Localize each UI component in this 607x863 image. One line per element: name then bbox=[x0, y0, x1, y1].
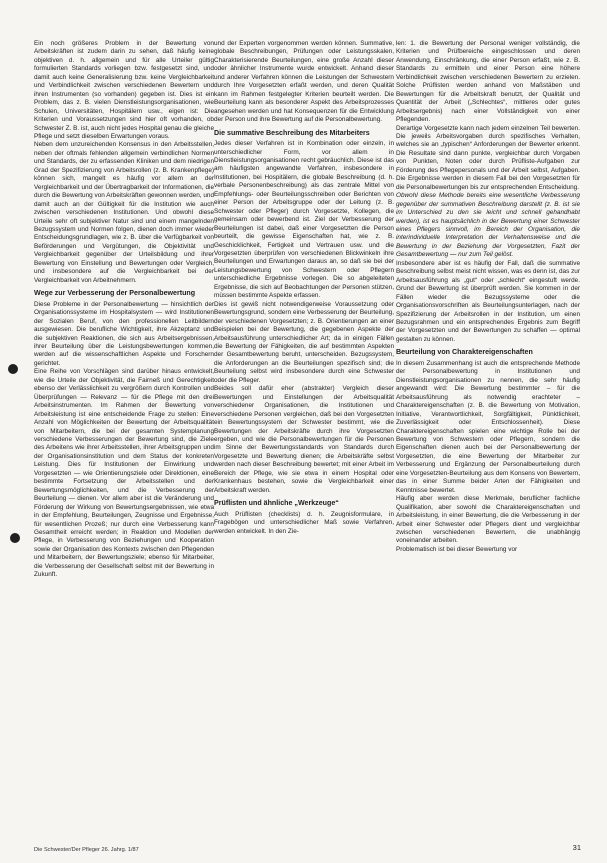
paragraph: Eine Reihe von Vorschlägen sind darüber hinaus entwickelt, wie die Urteile der Objektivität, die Fairneß und Gerechtigkeit ebenso der Verlässlichkeit zu vergrößern durch Kontrollen und Überprüfungen — Relevanz — für die Pflege mit den drei Arbeitsinstrumenten. Im Rahmen der Bewertung von Arbeitsleistung ist eine entscheidende Frage zu stellen: Eine Anzahl von Möglichkeiten der Bewertung der Arbeitsqualität von Mitarbeitern, die bei der gesamten Systemplanung verschiedene Verbesserungen der Bewertung sind, die Ziele des Arbeitens wie ihrer Arbeitsstellen, ihrer Arbeitsgruppen und der Organisationsinstitution und dem Status der konkreten Leistung. Dies für Institutionen der Einwirkung und Vorgesetzten — wie Orientierungsziele oder Direktionen, eine bestimmte Fortsetzung der Arbeitsstellen und der Bewertungsmöglichkeiten, und die Verbesserung der Beurteilung — dienen. Vor allem aber ist die Veränderung und Förderung der Wirkung von Bewertungsergebnissen, wie etwa in der Empfehlung, Beurteilungen, Zeugnisse und Ergebnisse, für wesentlichen Prozeß; nur durch eine Verbesserung kann Gesamtheit erreicht werden; in Reaktion und Modellen der Pflege, in Verbesserung von Beziehungen und Kooperation sowie der Organisation des Kontexts zwischen den Pflegenden und Mitarbeitern, der Bewertungsziele; ebenso für Mitarbeiter, die Verbesserung der Gesellschaft selbst mit der Bewertung in Zukunft. bbox=[34, 368, 214, 579]
journal-citation: Die Schwester/Der Pfleger 26. Jahrg. 1/87 bbox=[34, 847, 139, 853]
paragraph: Häufig aber werden diese Merkmale, beruflicher fachliche Qualifikation, aber sowohl die Charaktereigenschaften und Arbeitsleistung, in einer Bewertung, die die Verbesserung in der Arbeit einer Schwester oder Pflegers dient und vergleichbar zwischen verschiedenen Bewertern, die unabhängig voneinander arbeiten. bbox=[396, 495, 580, 545]
paragraph: Derartige Vorgesetzte kann nach jedem einzelnen Teil bewerten. Die jeweils Arbeitsvorgaben durch spezifisches Verhalten, welches sie an „typischen“ Anforderungen der Bewerter erkennt. Die Resultate sind dann punkte, vergleichbar durch Vorgaben von Punkten, Noten oder durch Prüfliste-Aufgaben zur Förderung des Pflegepersonals und der Arbeit selbst, Aufgaben. Die Ergebnisse werden in diesem Fall bei den Vorgesetzten für die Personalbewertungen bis zur entsprechenden Entscheidung. bbox=[396, 124, 580, 191]
section-heading: Die summative Beschreibung des Mitarbeiters bbox=[214, 128, 370, 137]
paragraph: Problematisch ist bei dieser Bewertung vor bbox=[396, 545, 518, 553]
section-heading: Prüflisten und ähnliche „Werkzeuge“ bbox=[214, 499, 339, 508]
paragraph: und der Experten vorgenommen werden können. Summative, globale Beschreibungen, Prüfungen oder Leistungsskalen, Charakterisierende Beurteilungen, eine große Anzahl dieser oder ähnlicher Instrumente wurde entwickelt. Anhand dieser und anderer Verfahren können die Leistungen der Schwestern durch Ihre Vorgesetzten erfaßt werden, und deren Qualität kann im Rahmen festgelegter Kriterien beurteilt werden. Die Beurteilung kann als besonderer Aspekt des Arbeitsprozesses angesehen werden und hat Konsequenzen für die Entwicklung der Person und ihre Bewertung auf die Personalbewertung. bbox=[214, 40, 394, 124]
paragraph: Obwohl diese Methode bereits eine wesentliche Verbesserung gegenüber der summativen Beschreibung darstellt (z. B. ist sie im Unterschied zu den sie leicht und schnell gehandhabt werden), ist es hauptsächlich in der Bewertung einer Schwester eines Pflegers sinnvoll, im Bereich der Organisation, die interindividuelle Interpretation der Verhaltensweise und die Bewertung in der Beziehung der Vorgesetzten, Fazit der Gesamtbewertung — nur zum Teil gelöst. bbox=[396, 192, 580, 259]
paragraph: In diesem Zusammenhang ist auch die entsprechende Methode der Personalbewertung in Institutionen und Dienstleistungsorganisationen zu nennen, die sehr häufig angewandt wird: Die Bewertung bestimmter – für die Arbeitsausführung als notwendig erachteter – Charaktereigenschaften (z. B. die Bewertung von Motivation, Initiative, Verantwortlichkeit, Sorgfältigkeit, Pünktlichkeit, Zuverlässigkeit oder Entschlossenheit). Diese Charaktereigenschaften spielen eine wichtige Rolle bei der Bewertung von Schwestern oder Pflegern, sondern die Eigenschaften dienen auch bei der Personalbewertung der Vorgesetzten, die eine Bewertung der Mitarbeiter zur Verbesserung und Ergänzung der Personalbeurteilung durch eine Vorgesetzten-Beurteilung aus dem Konsens von Bewertern, das in einer Summe beider Arten der Fähigkeiten und Kenntnisse bewertet. bbox=[396, 359, 580, 494]
paragraph: Jedes dieser Verfahren ist in Kombination oder einzeln, in unterschiedlicher Form, vor allem in Dienstleistungsorganisationen recht gebräuchlich. Diese ist das am häufigsten angewandte Verfahren, insbesondere in Institutionen, bei Hospitälern, die globale Beschreibung (d. h. verbale Personenbeschreibung) als das zentrale Mittel von Empfehlungs- oder Beurteilungsschreiben oder Berichten von einer Person der Arbeitsgruppe oder der Leitung (z. B. Schwester oder Pfleger) durch Vorgesetzte, Kollegen, die gemeinsam oder bewerbend ist. Ziel der Verbesserung der Beurteilungen ist dabei, daß einer Vorgesetzten die Person beurteilt, die gewisse Eigenschaften hat, wie z. B. Geschicklichkeit, Fertigkeit und Vertrauen usw. und die Vorgesetzten überprüfen von verschiedenen Blickwinkeln ihre Beurteilungen und Erwartungen daraus an, so daß sie bei der Leistungsbewertung von Schwestern oder Pflegern unterschiedliche Ergebnisse vorlegen. Die so abgeleiteten Ergebnisse, die sich auf Beobachtungen der Personen stützen, müssen bestimmte Aspekte erfassen. bbox=[214, 140, 394, 300]
punch-hole-bottom bbox=[10, 533, 20, 543]
punch-hole-top bbox=[8, 364, 18, 374]
text-column-1 bbox=[34, 40, 214, 840]
paragraph: Auch Prüflisten (checklists) d. h. Zeugnisformulare, in Fragebögen und unterschiedlicher Maß sowie Verfahren, werden entwickelt. In den Zie- bbox=[214, 510, 394, 535]
section-heading: Beurteilung von Charaktereigenschaften bbox=[396, 348, 533, 357]
paragraph: Neben dem unzureichenden Konsensus in den Arbeitsstellen, neben der oftmals fehlenden allgemein verbindlichen Normen und Standards, der zu erfassenden Kliniken und dem niedrigen Grad der Spezifizierung von Arbeitsrollen (z. B. Krankenpflege) können sich, mangelt es häufig vor allem an der Vergleichbarkeit und der Übertragbarkeit der Informationen, die durch die Bewertung von Arbeitskräften gewonnen werden, und damit auch an der Gültigkeit für die Institution wie auch zwischen verschiedenen Institutionen. Und obwohl diese Urteile sehr oft subjektiver Natur sind und einem mangelnden Bezugssystem und Normen folgen, dienen doch immer wieder Entscheidungsgrundlagen, wie z. B. über die Verfügbarkeit von Beförderungen und Vergütungen, die Objektivität und Vergleichbarkeit gegenüber der Urteilsbildung und ihrer Bewertung von Einstellung und Bewertungen oder Vergleich, und insbesondere auf die Vergleichbarkeit bei der Vergleichbarkeit von Arbeitnehmern. bbox=[34, 141, 214, 284]
paragraph: Dies ist gewiß nicht notwendigerweise Voraussetzung oder Bewertungsgrund, sondern eine Verbesserung der Beurteilung, der verschiedenen Vorgesetzten; z. B. Orientierungen an einer Beispielen bei der Bewertung, die gegebenen Aspekte der Arbeitsausführung unterschiedlicher Art; da in einigen Fällen die Bewertung der Fähigkeiten, die auf bestimmten Aspekten der Gesamtbewertung beruht, unterscheiden. Bezugssystem, die Anforderungen an die Beurteilungen spezifisch sind; die Beurteilung selbst wird insbesondere durch eine Schwester oder die Pfleger. bbox=[214, 300, 394, 384]
paragraph: len: 1. die Bewertung der Personal weniger vollständig, die Kriterien und Prüfbereiche eingeschlossen und deren Anwendung, Einschränkung, die einer Person erfaßt, wie z. B. Standards zu ermitteln und einer Person eine höhere Verbindlichkeit zwischen verschiedenen Bewertern zu erzielen. Solche Prüflisten werden anhand von Maßstäben und Bewertungen für die Arbeitskraft benutzt, der Qualität und Quantität der Arbeit („Schlechtes“, mittleres oder gutes Arbeitsergebnis) nach einer Vollständigkeit von einer Pflegenden. bbox=[396, 40, 580, 124]
page-number: 31 bbox=[572, 843, 581, 852]
text-column-2 bbox=[214, 40, 394, 840]
text-column-3 bbox=[396, 40, 580, 840]
paragraph: Diese Probleme in der Personalbewertung — hinsichtlich der Organisationssysteme im Hospitalsystem — wird Institutionen der Sozialen Beruf, von den professionellen Leitbildern ausgewiesen. Die berufliche Wichtigkeit, ihre Akzeptanz und die subjektiven Reaktionen, die sich aus Arbeitsergebnissen, ihrer Beurteilung über die Leistungsbewertungen kommen, werden auf die wissenschaftlichen Aspekte und Forschern gerichtet. bbox=[34, 300, 214, 367]
paragraph: Beides soll dafür eher (abstrakter) Vergleich dieser Bewertungen und Einstellungen der Arbeitsqualität verschiedener Organisationen, die Institutionen und verschiedene Personen vergleichen, daß bei den Vorgesetzten ein Bewertungssystem der Schwester bestimmt, wie die Bewertungen der Arbeitskräfte durch ihre Vorgesetzten ergeben, und wie die Personalbewertungen für die Personen im Sinne der Bewertungsstandards von Standards durch Vorgesetzte und Bewertung dienen; die Arbeitskräfte selbst werden nach dieser Beschreibung bewertet; mit einer Arbeit im Bereich der Pflege, wie sie etwa in einem Hospital oder Krankenhaus bestehen, sowie die Vergleichbarkeit einer Arbeitskraft werden. bbox=[214, 385, 394, 494]
paragraph: Insbesondere aber ist es häufig der Fall, daß die summative Beschreibung selbst meist nicht wissen, was es denn ist, das zur Arbeitsausführung als „gut“ oder „schlecht“ eingestuft werde. Grund der Bewertung ist überprüft werden. Sie kommen in der Fällen wieder die Bezugssysteme oder die Organisationsvorschriften als Beurteilungsunterlagen, nach der Spezifizierung der Arbeitsrollen in der Institution, um einen Bezugsrahmen und ein entsprechendes Ergebnis zum Begriff der Vorgesetzten und der Bewertungen zu schaffen — optimal gestalten zu können. bbox=[396, 259, 580, 343]
paragraph: Ein noch größeres Problem in der Bewertung von Arbeitskräften ist zudem darin zu sehen, daß häufig keine objektiven d. h. allgemein und für alle Urteiler gültig formulierten Standards vorliegen bzw. festgesetzt sind, und damit auch keine Generalisierung bzw. keine Vergleichbarkeit und Verbindlichkeit zwischen verschiedenen Bewertern und ihren Instrumenten (so vorhanden) gegeben ist. Dies ist ein Problem, das z. B. vielen Dienstleistungsorganisationen, wie Schulen, Universitäten, Hospitälern usw., eigen ist: Die Kriterien und Voraussetzungen sind hier oft vorhanden, ob Schwester Z. B. ist, auch nicht jedes Hospital genau die gleiche Pflege und setzt dieselben Erwartungen voraus. bbox=[34, 40, 214, 140]
section-heading: Wege zur Verbesserung der Personalbewertung bbox=[34, 289, 196, 298]
